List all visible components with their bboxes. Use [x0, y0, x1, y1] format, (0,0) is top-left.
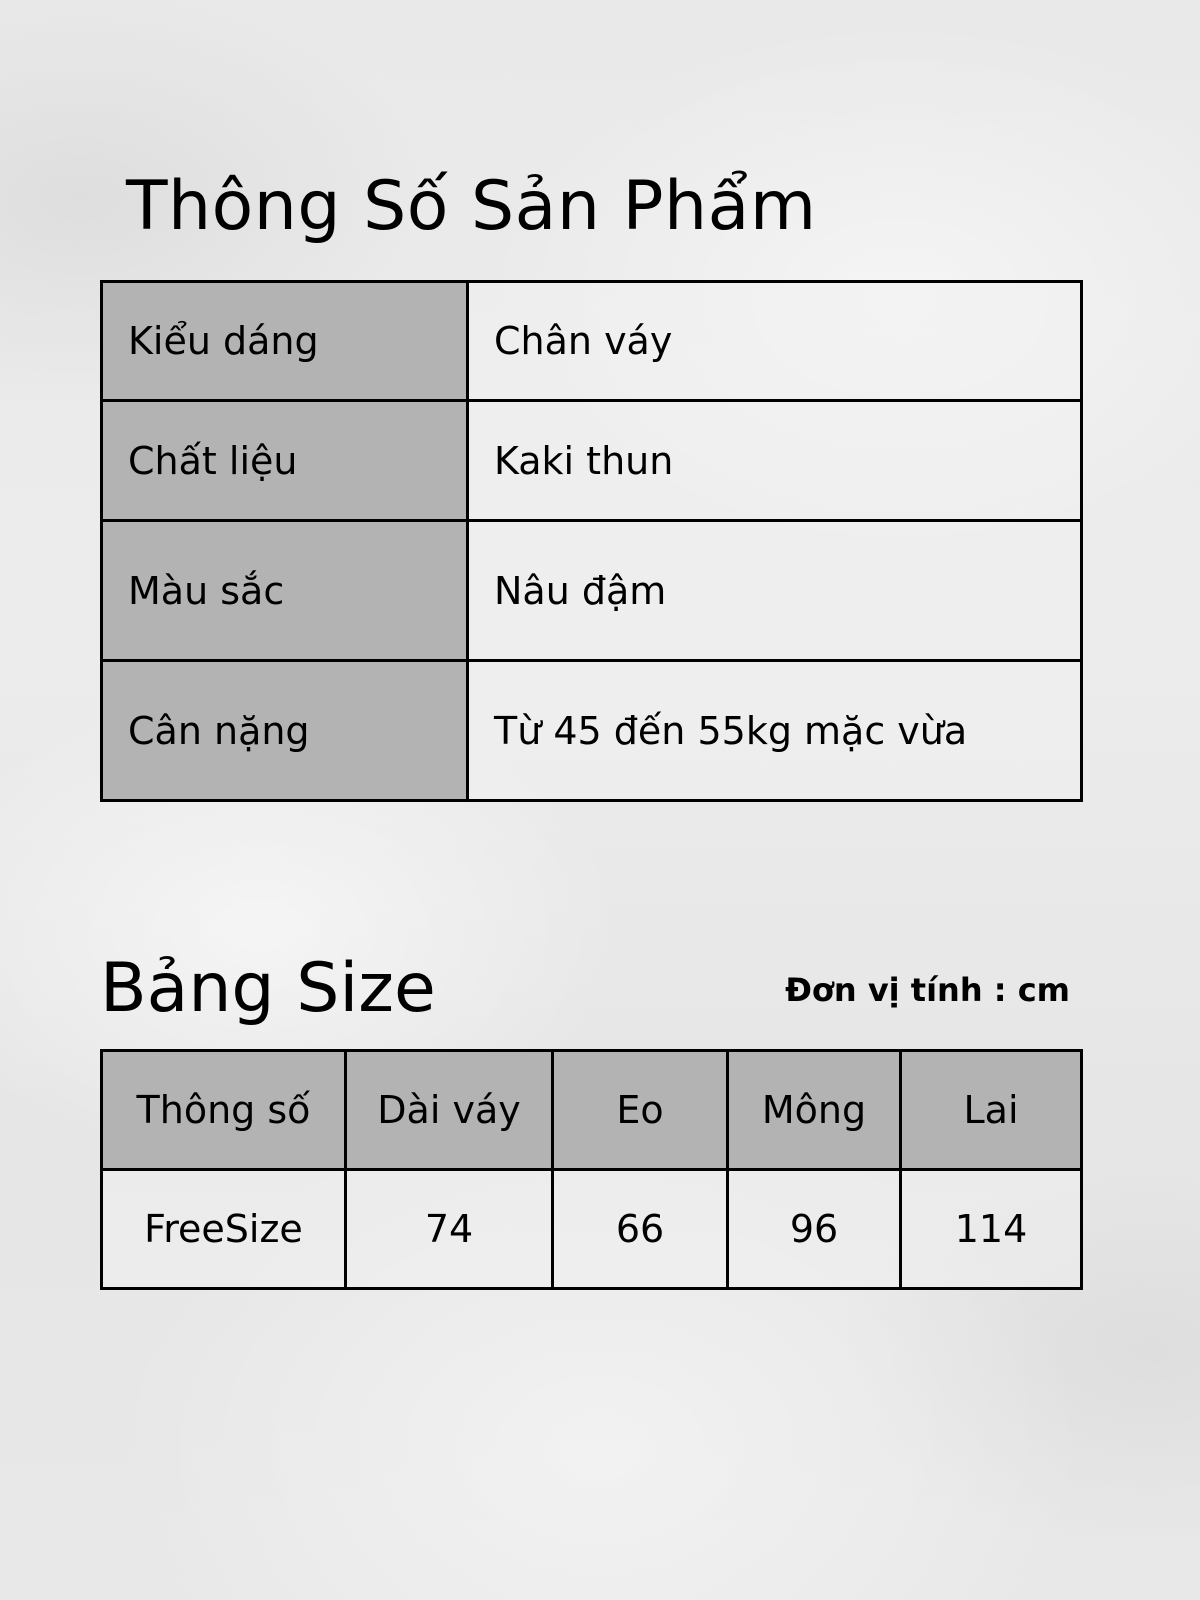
- size-cell: 74: [346, 1170, 553, 1289]
- spec-value: Từ 45 đến 55kg mặc vừa: [468, 661, 1082, 801]
- unit-note: Đơn vị tính : cm: [785, 971, 1070, 1009]
- spec-row-weight: [102, 661, 1082, 801]
- size-header-cell: Mông: [728, 1051, 901, 1170]
- size-cell: FreeSize: [102, 1170, 346, 1289]
- spec-label: Cân nặng: [102, 661, 468, 801]
- spec-row-color: [102, 521, 1082, 661]
- size-header-cell: Thông số: [102, 1051, 346, 1170]
- spec-value: Nâu đậm: [468, 521, 1082, 661]
- spec-label: Chất liệu: [102, 401, 468, 521]
- size-header-cell: Lai: [901, 1051, 1082, 1170]
- size-cell: 66: [553, 1170, 728, 1289]
- product-spec-title: Thông Số Sản Phẩm: [126, 167, 817, 246]
- size-cell: 114: [901, 1170, 1082, 1289]
- size-chart-table: [100, 1049, 1083, 1290]
- size-cell: 96: [728, 1170, 901, 1289]
- spec-row-material: [102, 401, 1082, 521]
- size-header-cell: Eo: [553, 1051, 728, 1170]
- spec-label: Kiểu dáng: [102, 282, 468, 401]
- spec-label: Màu sắc: [102, 521, 468, 661]
- spec-row-style: [102, 282, 1082, 401]
- product-spec-table: [100, 280, 1083, 802]
- spec-value: Kaki thun: [468, 401, 1082, 521]
- spec-value: Chân váy: [468, 282, 1082, 401]
- size-row: [102, 1170, 1082, 1289]
- size-header-cell: Dài váy: [346, 1051, 553, 1170]
- size-chart-title: Bảng Size: [100, 949, 436, 1028]
- size-header-row: [102, 1051, 1082, 1170]
